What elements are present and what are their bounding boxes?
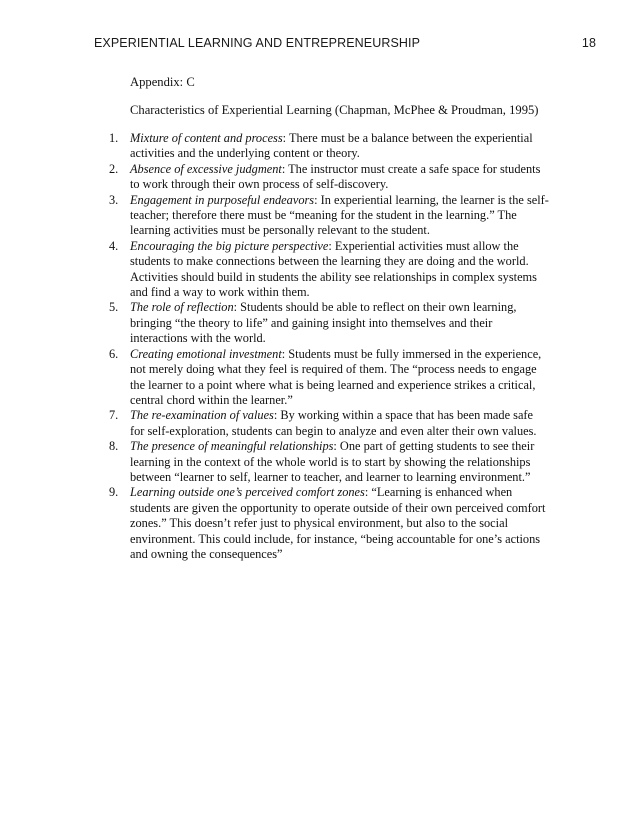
item-text: : By working within a space that has been made safe for self-exploration, students can begin to analyze and even alter their own values. xyxy=(130,408,537,438)
item-text: : Students must be fully immersed in the experience, not merely doing what they feel is required of them. The “process needs to engage the learner to a point where what is being learned and experience strikes a critical, central chord within the learner.” xyxy=(130,346,542,407)
item-number: 6. xyxy=(109,346,119,361)
item-term: The role of reflection xyxy=(130,300,234,315)
item-text: : “Learning is enhanced when students are given the opportunity to operate outside of their own perceived comfort zones.” This doesn’t refer just to physical environment, but also to the social environment. This could include, for instance, “being accountable for one’s actions and owning the consequences” xyxy=(130,485,546,561)
item-term: Creating emotional investment xyxy=(130,346,282,361)
item-text: : In experiential learning, the learner is the self-teacher; therefore there must be “meaning for the student in the learning.” The learning activities must be personally relevant to the student. xyxy=(130,192,549,238)
page-header xyxy=(94,36,596,56)
item-number: 4. xyxy=(109,238,119,253)
item-term: The presence of meaningful relationships xyxy=(130,439,334,454)
item-term: Engagement in purposeful endeavors xyxy=(130,192,315,207)
item-term: Learning outside one’s perceived comfort zones xyxy=(130,485,365,500)
item-term: Encouraging the big picture perspective xyxy=(130,238,329,253)
item-term: The re-examination of values xyxy=(130,408,274,423)
list-item xyxy=(109,300,550,346)
list-item xyxy=(109,408,550,439)
item-number: 2. xyxy=(109,161,119,176)
item-text: : The instructor must create a safe space for students to work through their own process of self-discovery. xyxy=(130,161,541,192)
page-number: 18 xyxy=(581,36,596,50)
running-head: EXPERIENTIAL LEARNING AND ENTREPRENEURSHIP xyxy=(94,36,421,50)
list-item xyxy=(109,439,550,485)
item-text: : Students should be able to reflect on their own learning, bringing “the theory to life” and gaining insight into themselves and their interactions with the world. xyxy=(130,300,517,346)
list-item xyxy=(109,192,550,239)
item-number: 5. xyxy=(109,300,119,315)
page-title: Characteristics of Experiential Learning (Chapman, McPhee & Proudman, 1995) xyxy=(130,103,539,117)
characteristics-list xyxy=(109,131,550,562)
item-number: 7. xyxy=(109,408,119,423)
item-term: Mixture of content and process xyxy=(130,131,283,145)
list-item xyxy=(109,131,550,162)
item-number: 9. xyxy=(109,485,119,500)
appendix-label: Appendix: C xyxy=(130,75,195,89)
list-item xyxy=(109,346,550,409)
list-item xyxy=(109,238,550,301)
list-item xyxy=(109,161,550,193)
item-number: 3. xyxy=(109,192,119,207)
item-text: : There must be a balance between the experiential activities and the underlying content or theory. xyxy=(130,131,533,161)
item-number: 1. xyxy=(109,131,119,145)
item-term: Absence of excessive judgment xyxy=(130,161,282,176)
item-text: : One part of getting students to see their learning in the context of the whole world is to start by showing the relationships between “learner to self, learner to teacher, and learner to learning environment.” xyxy=(130,439,535,484)
item-text: : Experiential activities must allow the students to make connections between the learning they are doing and the world. Activities should build in students the ability see relationships in complex systems and find a way to work within them. xyxy=(130,238,537,300)
list-item xyxy=(109,485,550,562)
item-number: 8. xyxy=(109,439,119,454)
